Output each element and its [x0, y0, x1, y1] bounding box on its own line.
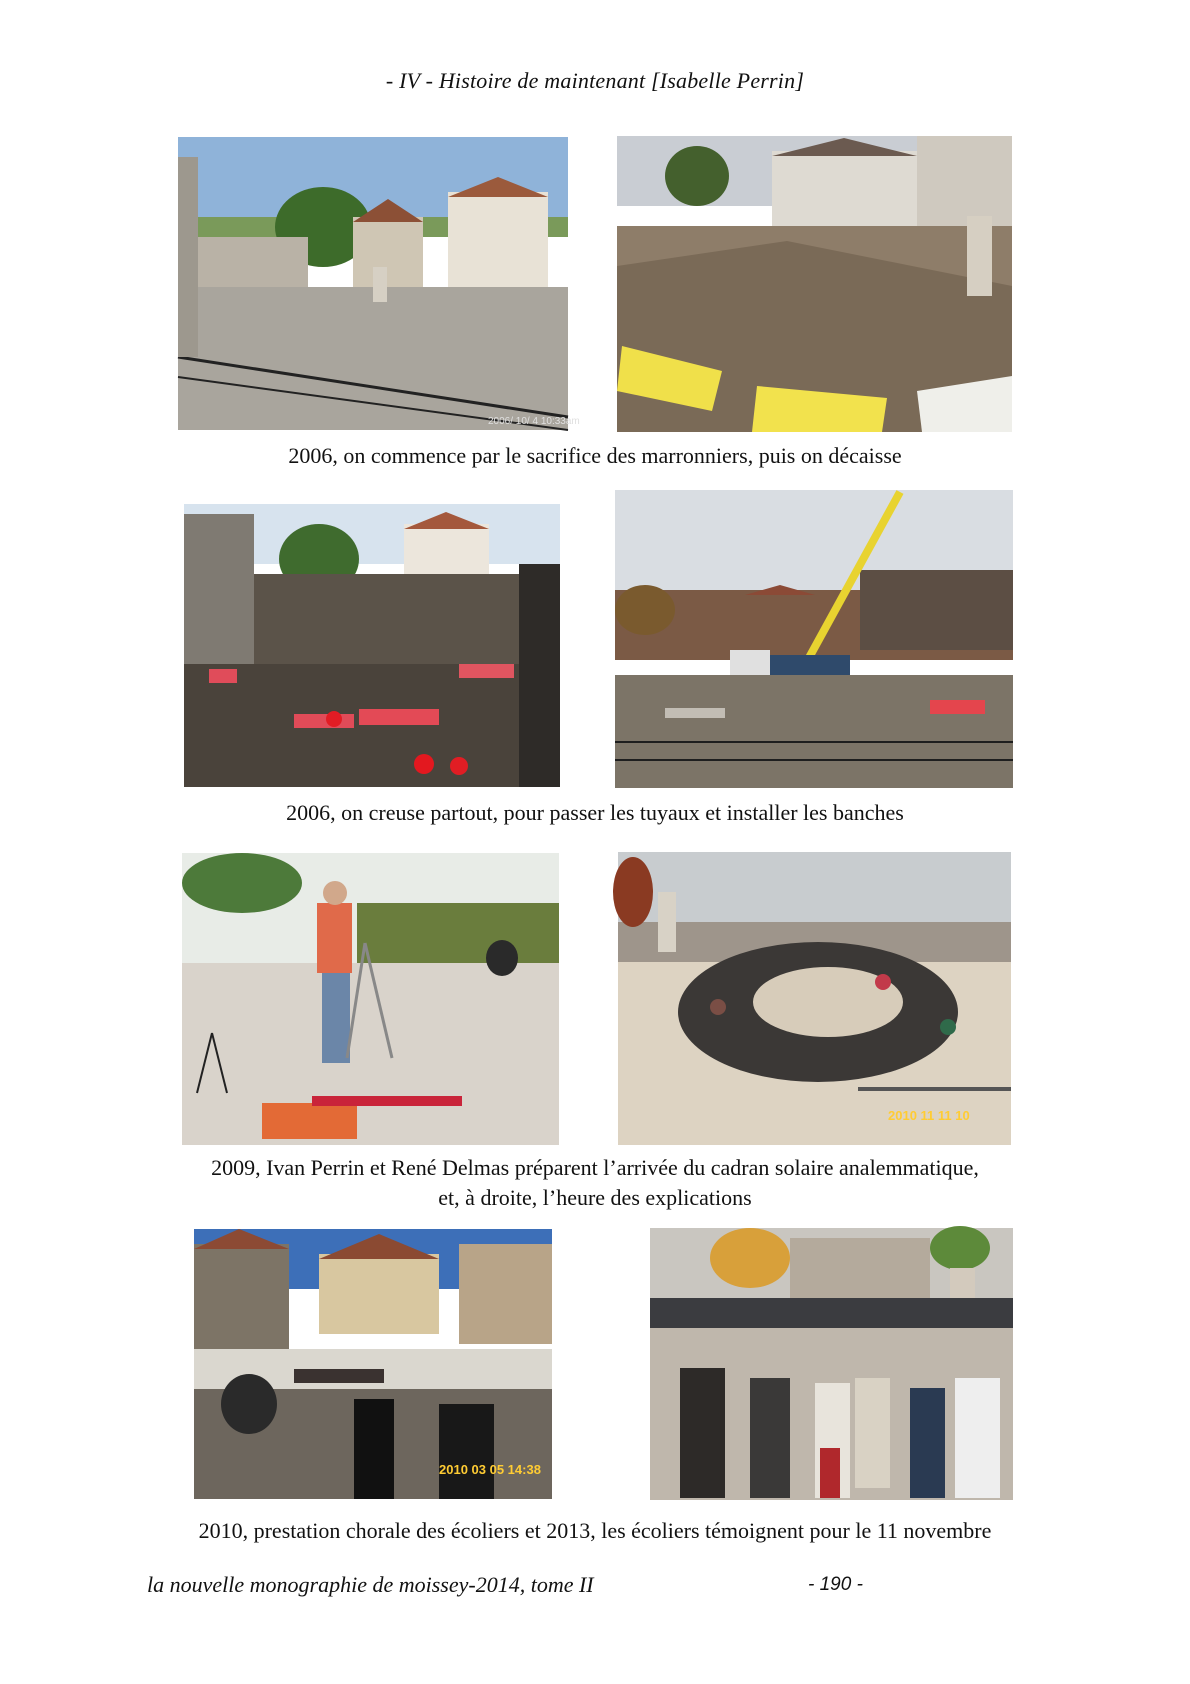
photo-crowd-explanations: [618, 852, 1011, 1145]
caption-row-3-line-1: 2009, Ivan Perrin et René Delmas préparent l’arrivée du cadran solaire analemmatique,: [211, 1155, 979, 1180]
caption-row-3-line-2: et, à droite, l’heure des explications: [438, 1185, 752, 1210]
photo-schoolchildren-11-november: [650, 1228, 1013, 1500]
photo-date-stamp: 2006/ 10/ 4 10:33am: [488, 416, 580, 427]
caption-row-4: 2010, prestation chorale des écoliers et 2013, les écoliers témoignent pour le 11 novembre: [198, 1518, 992, 1543]
caption-row-2: 2006, on creuse partout, pour passer les tuyaux et installer les banches: [286, 800, 904, 825]
photo-school-choir: [194, 1229, 552, 1499]
photo-date-stamp: 2010 03 05 14:38: [439, 1462, 541, 1477]
photo-date-stamp: 2010 11 11 10: [888, 1108, 970, 1123]
photo-surveyor-tripod: [182, 853, 559, 1145]
photo-crane-works: [615, 490, 1013, 788]
photo-excavated-square: [617, 136, 1012, 432]
photo-trenches-barriers: [184, 504, 560, 787]
footer-publication-title: la nouvelle monographie de moissey-2014, tome II: [147, 1572, 594, 1597]
page-number: - 190 -: [808, 1574, 863, 1595]
photo-square-before-works: [178, 137, 580, 430]
page-header: - IV - Histoire de maintenant [Isabelle Perrin]: [385, 68, 805, 93]
caption-row-1: 2006, on commence par le sacrifice des marronniers, puis on décaisse: [288, 443, 902, 468]
